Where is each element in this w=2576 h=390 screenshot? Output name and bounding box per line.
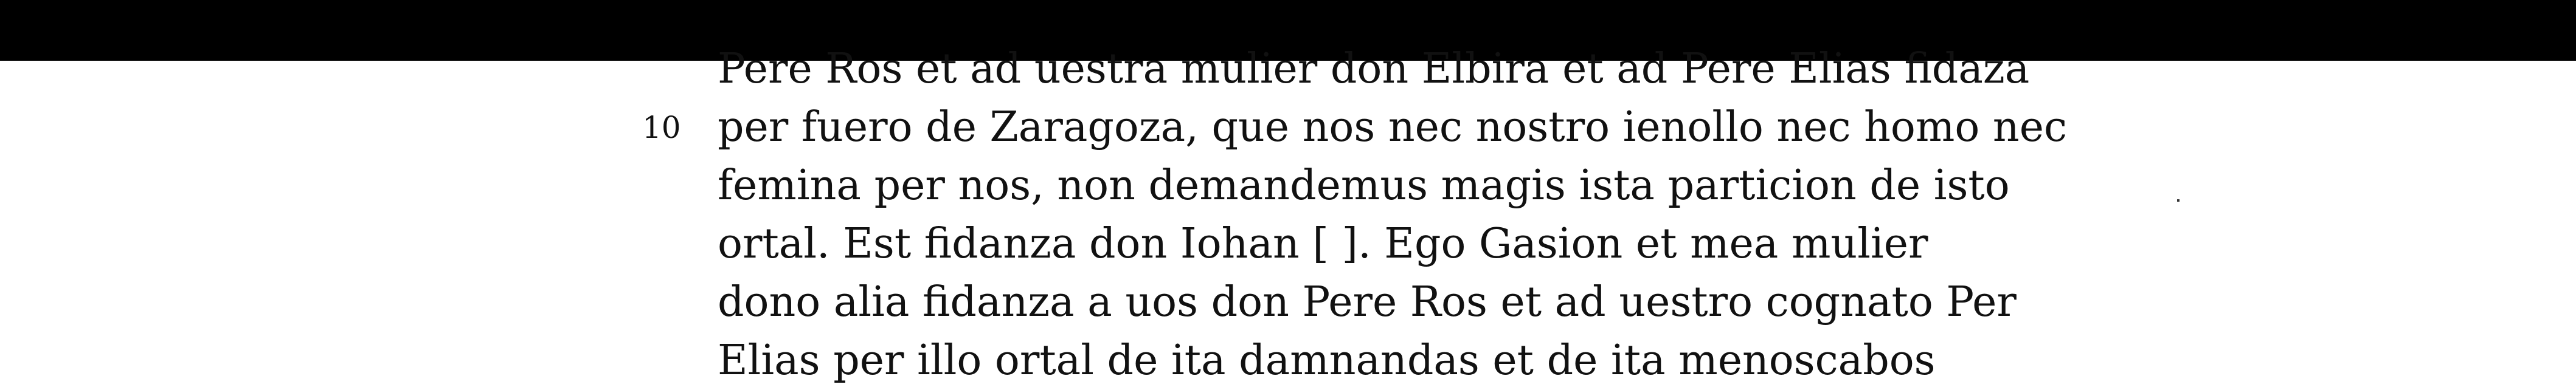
line-text: ortal. Est fidanza don Iohan [ ]. Ego Gasion et mea mulier — [718, 220, 1928, 268]
text-line-6 — [718, 332, 1936, 390]
text-line-4 — [718, 215, 1928, 273]
line-text: per fuero de Zaragoza, que nos nec nostro ienollo nec homo nec — [718, 103, 2068, 151]
line-text: femina per nos, non demandemus magis ista particion de isto — [718, 162, 2010, 210]
scan-speck — [2177, 199, 2180, 202]
line-text: dono alia fidanza a uos don Pere Ros et ad uestro cognato Per — [718, 278, 2017, 326]
line-text: Elias per illo ortal de ita damnandas et de ita menoscabos — [718, 337, 1936, 385]
text-line-5 — [718, 273, 2017, 332]
text-line-2 — [642, 98, 2068, 157]
text-line-3 — [718, 157, 2010, 215]
text-line-1 — [718, 40, 2030, 98]
line-number: 10 — [642, 110, 681, 145]
line-text: Pere Ros et ad uestra mulier don Elbira et ad Pere Elias fidaza — [718, 45, 2030, 93]
text-block — [642, 40, 2068, 390]
